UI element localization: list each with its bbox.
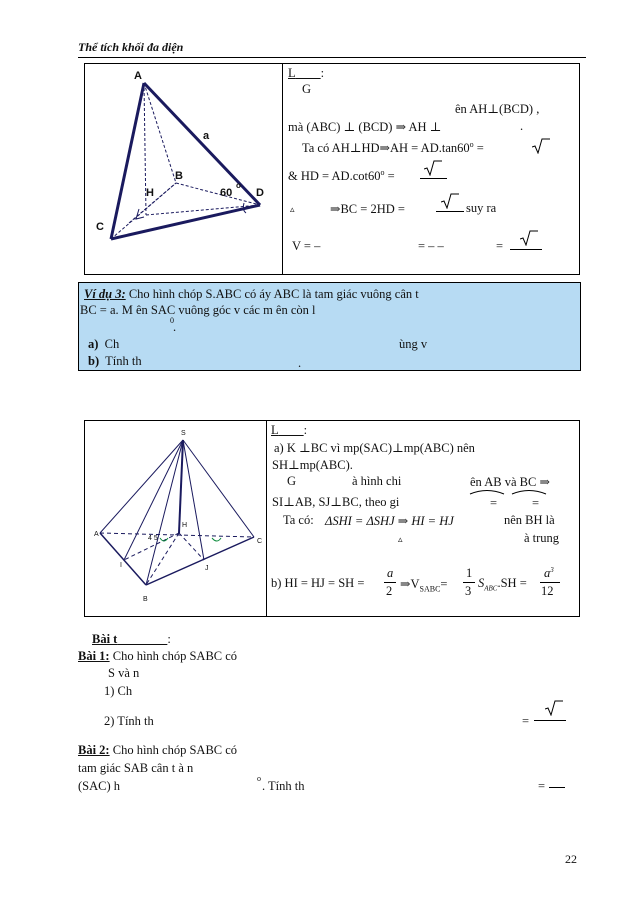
solution2-line4c: = [532,496,540,510]
label-C2: C [257,538,263,545]
example3-item-b-tail: . [298,356,302,370]
exercise2-line3a: (SAC) h [78,779,121,793]
edge-BC [146,537,254,585]
solution1-line5-tail: suy ra [466,201,497,215]
label-a: a [203,130,210,142]
fraction-bar-5 [549,787,565,788]
exercise2-eq: = [538,779,546,793]
solution1-line3: Ta có AH⊥HD⇒AH = $AD.\tan 60^o$ = [302,140,484,156]
pyramid-diagram [84,420,266,615]
fraction-bar-4 [534,720,566,721]
example3-line2: BC = a. M ên SAC vuông góc v các m ên còn l [80,303,316,317]
solution2-line7d: $S_{ABC}.SH$ = [478,576,527,593]
exercises-heading: Bài t : [92,632,171,646]
example3-item-a-tail: ùng v [399,337,428,351]
frac3-numerator: $a^3$ [544,566,554,581]
header-rule [78,57,586,58]
fraction-bar-1 [420,178,447,179]
solution1-line5: ⇒BC = 2HD = [330,202,405,216]
exercise1-line2: S và n [108,666,140,680]
exercise2-degree: o [257,774,261,783]
example3-degree: 0 [170,316,174,325]
exercise1-item1: 1) Ch [104,684,133,698]
edge-SC [183,440,254,537]
exercise1-item2: 2) Tính th [104,714,154,728]
edge-SB [146,440,183,585]
page-number: 22 [565,852,577,866]
tetrahedron-diagram [84,63,282,273]
solution1-triangle: ▵ [290,204,295,214]
solution2-heading: L : [271,423,308,437]
exercise1-eq: = [522,714,530,728]
segment-SI [124,440,183,560]
fraction-bar-3 [510,249,542,250]
angle-arc-left [160,538,168,541]
frac1-numerator: a [387,566,394,580]
label-angle-degree: o [236,181,241,190]
label-A: A [134,70,142,82]
sqrt-sign-3 [441,193,459,209]
solution1-line2: mà (ABC) ⊥ (BCD) ⇒ AH ⊥ [288,120,442,134]
frac2-bar [463,582,475,583]
solution1-g: G [302,82,312,96]
label-B2: B [143,596,148,603]
solution2-line6a: ▵ [398,534,403,544]
label-B: B [175,170,183,182]
label-S: S [181,430,186,437]
solution1-line2-dot: . [520,119,524,133]
segment-SJ [183,440,204,560]
frac1-denominator: 2 [386,584,393,598]
solution1-line6-v: V = – [292,239,321,253]
edge-AC [111,83,144,239]
sqrt-sign-4 [520,230,538,246]
edge-AD [144,83,260,205]
example3-item-a: a) Ch [88,337,120,351]
label-J: J [205,565,209,572]
arc-symbols [468,487,548,495]
label-D: D [256,187,264,199]
solution1-line4: & HD = $AD.\cot 60^o$ = [288,168,395,184]
example3-line1: Ví dụ 3: Cho hình chóp S.ABC có áy ABC là tam giác vuông cân t [84,287,419,301]
label-H2: H [182,522,188,529]
solution2-line5c: nên BH là [504,513,555,527]
figure1-divider [282,63,283,274]
angle-arc-right [212,538,221,541]
figure2-divider [266,420,267,616]
solution2-line7a: b) HI = HJ = SH = [271,576,365,590]
example3-dot: . [173,320,177,334]
solution1-line1: ên AH⊥(BCD) , [455,102,540,116]
solution2-line2: SH⊥mp(ABC). [272,458,353,472]
label-angle-45: 4 5 [148,535,158,542]
edge-CD [111,205,260,239]
edge-SA [100,440,183,533]
frac1-bar [384,582,396,583]
right-angle-mark [136,209,144,219]
frac2-numerator: 1 [466,566,473,580]
exercise2-line1: Bài 2: Cho hình chóp SABC có [78,743,238,757]
solution2-line3b: à hình chi [352,474,402,488]
solution1-line6-mid: = – – [418,239,444,253]
example3-item-b: b) Tính th [88,354,142,368]
solution2-line6b: à trung [524,531,560,545]
sqrt-sign-5 [545,700,563,716]
solution2-line3a: G [287,474,297,488]
label-I: I [120,562,122,569]
solution1-heading: L : [288,66,325,80]
sqrt-sign-2 [424,160,442,176]
exercise2-line3b: . Tính th [262,779,305,793]
label-A2: A [94,531,99,538]
solution2-line1: a) K ⊥BC vì mp(SAC)⊥mp(ABC) nên [274,441,475,455]
solution2-line4b: = [490,496,498,510]
edge-BD [176,183,260,205]
exercise2-line2: tam giác SAB cân t à n [78,761,194,775]
label-angle-60: 60 [220,187,233,199]
solution2-line3c: ên AB và BC ⇒ [470,475,550,489]
edge-AB [100,533,146,585]
solution2-line7b: $\Rightarrow V_{SABC}=$ [400,577,448,594]
solution2-line5a: Ta có: [283,513,314,527]
label-C: C [96,221,104,233]
exercise1-line1: Bài 1: Cho hình chóp SABC có [78,649,238,663]
solution2-line5b: ΔSHI = ΔSHJ ⇒ HI = HJ [325,514,454,528]
solution2-line4a: SI⊥AB, SJ⊥BC, theo gi [272,495,400,509]
frac3-bar [540,582,560,583]
sqrt-sign-1 [532,138,550,154]
frac3-denominator: 12 [541,584,554,598]
frac2-denominator: 3 [465,584,472,598]
label-H: H [146,187,154,199]
page-header-title: Thể tích khối đa diện [78,40,184,54]
fraction-bar-2 [436,211,464,212]
solution1-line6-eq: = [496,239,504,253]
